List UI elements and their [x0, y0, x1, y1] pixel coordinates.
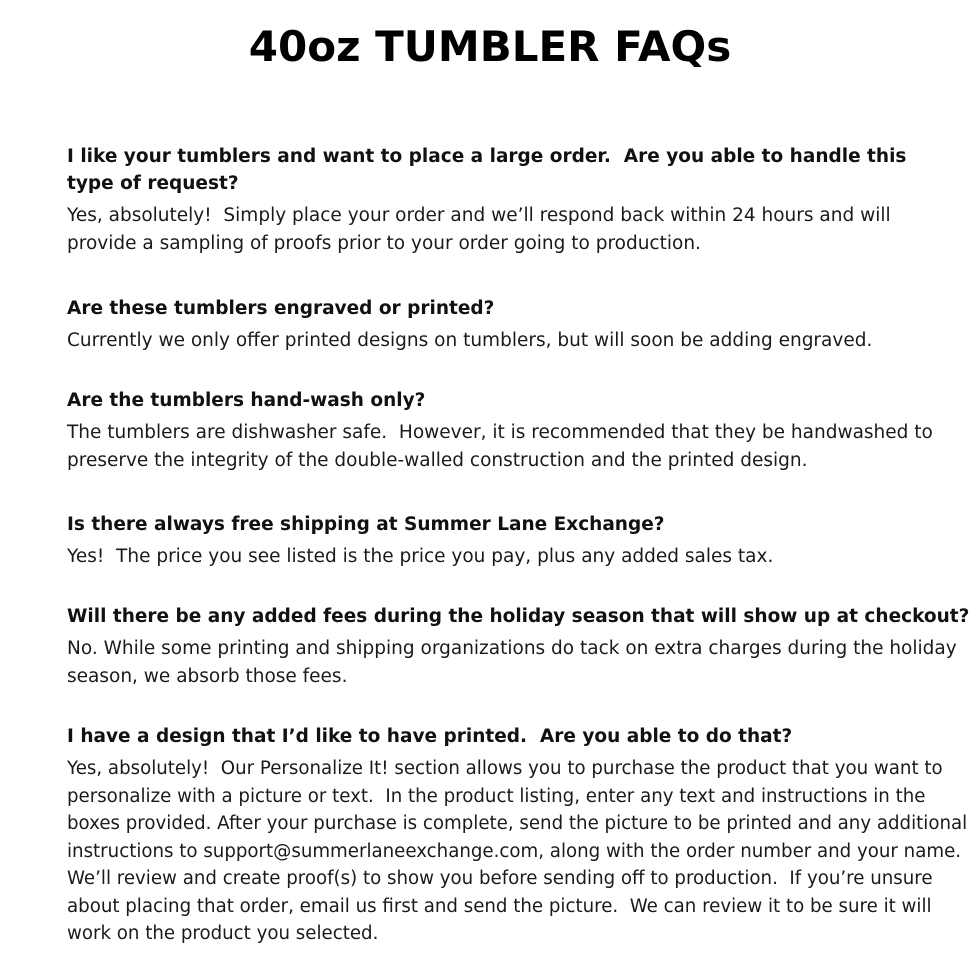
- page-title: 40oz TUMBLER FAQs: [248, 22, 732, 71]
- faq-answer: The tumblers are dishwasher safe. However, it is recommended that they be handwashed to preserve the integrity of the double-walled construction and the printed design.: [67, 422, 939, 471]
- faq-answer: Yes! The price you see listed is the price you pay, plus any added sales tax.: [67, 546, 774, 567]
- faq-item-free-shipping: [67, 511, 979, 571]
- faq-question: I like your tumblers and want to place a large order. Are you able to handle this type of request?: [67, 146, 913, 194]
- faq-answer: Yes, absolutely! Our Personalize It! section allows you to purchase the product that you want to personalize with a picture or text. In the product listing, enter any text and instructions in the boxes provided. After your purchase is complete, send the picture to be printed and any additional instructions to support@summerlaneexchange.com, along with the order number and your name. We’ll review and create proof(s) to show you before sending off to production. If you’re unsure about placing that order, email us first and send the picture. We can review it to be sure it will work on the product you selected.: [67, 758, 973, 944]
- faq-question: Is there always free shipping at Summer Lane Exchange?: [67, 514, 665, 535]
- faq-question: Are these tumblers engraved or printed?: [67, 298, 495, 319]
- faq-item-hand-wash: [67, 387, 979, 474]
- faq-answer: No. While some printing and shipping organizations do tack on extra charges during the holiday season, we absorb those fees.: [67, 638, 963, 687]
- faq-item-large-order: [67, 143, 927, 257]
- faq-question: Will there be any added fees during the holiday season that will show up at checkout?: [67, 606, 970, 627]
- faq-item-engraved-or-printed: [67, 295, 979, 355]
- faq-answer: Yes, absolutely! Simply place your order and we’ll respond back within 24 hours and will provide a sampling of proofs prior to your order going to production.: [67, 205, 897, 254]
- faq-question: I have a design that I’d like to have printed. Are you able to do that?: [67, 726, 793, 747]
- faq-question: Are the tumblers hand-wash only?: [67, 390, 426, 411]
- faq-item-holiday-fees: [67, 603, 979, 690]
- faq-item-custom-design: [67, 723, 979, 948]
- faq-answer: Currently we only offer printed designs on tumblers, but will soon be adding engraved.: [67, 330, 873, 351]
